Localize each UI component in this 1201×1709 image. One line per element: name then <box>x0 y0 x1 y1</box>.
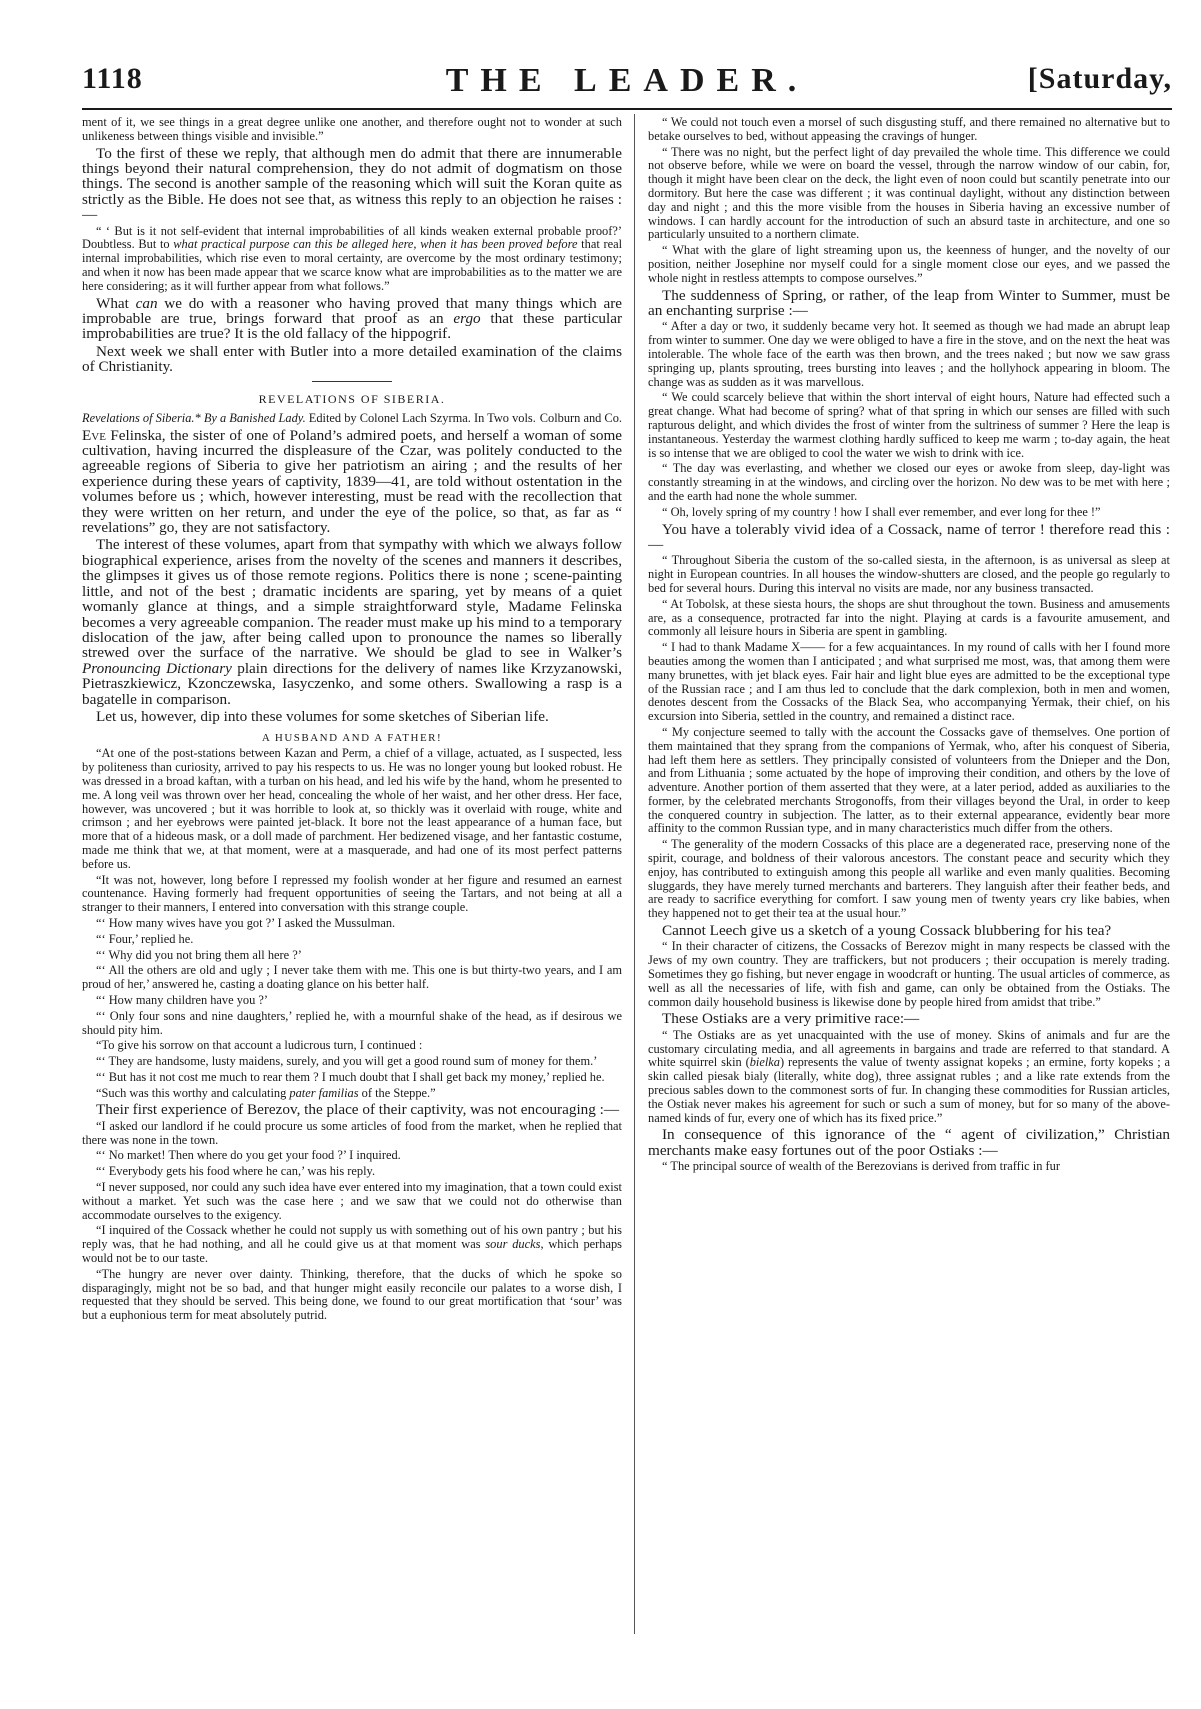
quotation: “‘ They are handsome, lusty maidens, surely, and you will get a good round sum of money for them.’ <box>96 1054 598 1069</box>
text-run: ) represents the value of twenty assignat kopeks ; an ermine, forty kopeks ; a skin called piesak bialy (literally, white dog), three assignat rubles ; and a like rate extends from the precious sables down to the commonest sorts of fur. In changing these commodities for Russian articles, the Ostiak never makes his agreement for such or such a sum of money, but for so many of the above-named kinds of fur, every one of which has its fixed price.” <box>648 1055 1170 1125</box>
quotation <box>82 1224 622 1265</box>
quotation <box>648 1029 1170 1126</box>
text-run: plain directions for the delivery of names like Krzyzanowski, Pietraszkiewicz, Kzonczewska, Iasyczenko, and some others. Swallowing a rasp is a bagatelle in comparison. <box>82 659 622 708</box>
quotation: “‘ Everybody gets his food where he can,’ was his reply. <box>96 1164 376 1179</box>
quotation: “ The day was everlasting, and whether we closed our eyes or awoke from sleep, day-light was constantly streaming in at the windows, and circling over the horizon. No dew was to be met with here ; and the earth had none the whole summer. <box>648 461 1170 503</box>
italic-run: ergo <box>453 310 481 328</box>
book-editor: Edited by Colonel Lach Szyrma. In Two vols. <box>305 410 536 425</box>
quotation <box>82 225 622 294</box>
text-run: that real internal improbabilities, which rise even to moral certainty, are overcome by the most ordinary testimony; and when it now has been made appear that we scarce know what are improbabilities as to the matter we are here considering; as it will further appear from what follows.” <box>82 237 622 293</box>
quotation: “ At Tobolsk, at these siesta hours, the shops are shut throughout the town. Business and amusements are, as a consequence, protracted far into the night. Playing at cards is a favourite amusement, and commonly all leisure hours in Siberia are spent in gambling. <box>648 596 1170 639</box>
quotation: “ What with the glare of light streaming upon us, the keenness of hunger, and the novelty of our position, neither Josephine nor myself could for a single moment close our eyes, and we passed the whole night in restless attempts to compose ourselves.” <box>648 243 1170 285</box>
book-reference <box>82 411 622 425</box>
text-run: , which perhaps would not be to our taste. <box>82 1237 622 1266</box>
issue-day: [Saturday, <box>1027 62 1172 95</box>
quotation: “‘ How many children have you ?’ <box>96 992 269 1007</box>
column-divider <box>634 114 635 1634</box>
quotation: “The hungry are never over dainty. Thinking, therefore, that the ducks of which he spoke so disparagingly, might not be so bad, and that hunger might easily reconcile our palates to a worse dish, I requested that they should be served. This being done, we found to our great mortification that ‘sour’ was but a euphonious term for meat absolutely putrid. <box>82 1266 622 1323</box>
text-run: Felinska, the sister of one of Poland’s admired poets, and herself a woman of some cultivation, having incurred the displeasure of the Czar, was politely conducted to the agreeable regions of Siberia to give her patriotism an airing ; and the results of her experience during these years of captivity, 1839—41, are told without ostentation in the volumes before us ; which, however interesting, must be read with the recollection that they were written on her return, and under the eye of the police, so that, as far as “ revelations” go, they are not satisfactory. <box>82 426 622 537</box>
quotation: “ I had to thank Madame X—— for a few acquaintances. In my round of calls with her I found more beauties among the women than I anticipated ; and what surprised me most, was, that among them were many brunettes, with jet black eyes. Fair hair and light blue eyes are admitted to be the exceptional type of the Russian race ; and I am thus led to conclude that the dark complexion, both in men and women, denotes descent from the Cossacks of the Black Sea, who accompanying Yermak, their chief, on his excursion into Siberia, settled in the country, and remained a distinct race. <box>648 640 1170 724</box>
italic-run: Pronouncing Dictionary <box>82 659 232 677</box>
paragraph: ment of it, we see things in a great degree unlike one another, and therefore ought not to wonder at such unlikeness between things visible and invisible.” <box>82 116 622 143</box>
text-run: The interest of these volumes, apart from that sympathy with which we always follow biographical experience, arises from the novelty of the scenes and manners it describes, the glimpses it gives us of those remote regions. Politics there is none ; scene-painting little, and not of the best ; dramatic incidents are sparing, yet by means of a quiet womanly glance at things, and a simple straightforward style, Madame Felinska becomes a very agreeable companion. The reader must make up his mind to a temporary dislocation of the jaw, after being called upon to pronounce the names so liberally strewed over the surface of the narrative. We should be glad to see in Walker’s <box>82 536 622 662</box>
section-rule <box>312 381 392 382</box>
quotation: “ The principal source of wealth of the Berezovians is derived from traffic in fur <box>662 1159 1060 1174</box>
book-publisher: Colburn and Co. <box>539 410 622 425</box>
paragraph <box>82 537 622 706</box>
newspaper-title: THE LEADER. <box>445 62 809 99</box>
subheading: A HUSBAND AND A FATHER! <box>261 732 443 745</box>
quotation: “‘ How many wives have you got ?’ I asked the Mussulman. <box>96 915 396 930</box>
paragraph: Next week we shall enter with Butler into a more detailed examination of the claims of Christianity. <box>82 342 622 376</box>
quotation <box>82 1087 622 1101</box>
quotation: “‘ But has it not cost me much to rear them ? I much doubt that I shall get back my money,’ replied he. <box>96 1069 605 1084</box>
quotation: “It was not, however, long before I repressed my foolish wonder at her figure and resumed an earnest countenance. Having formerly had frequent opportunities of seeing the Tartars, and not being at all a stranger to their manners, I entered into conversation with this strange couple. <box>82 872 622 915</box>
quotation: “To give his sorrow on that account a ludicrous turn, I continued : <box>96 1038 423 1053</box>
italic-run: can <box>135 294 158 312</box>
paragraph: To the first of these we reply, that although men do admit that there are innumerable things beyond their natural comprehension, they do not admit of dogmatism on those things. The second is another sample of the reasoning which will suit the Koran quite as strictly as the Bible. He does not see that, as witness this reply to an objection he raises :— <box>82 144 622 224</box>
section-title: REVELATIONS OF SIBERIA. <box>258 391 446 406</box>
paragraph: These Ostiaks are a very primitive race:— <box>662 1010 920 1028</box>
quotation: “ There was no night, but the perfect light of day prevailed the whole time. This difference we could not observe before, while we were on board the vessel, through the narrow window of our cabin, for, though it might have been clear on the deck, the light even of noon could but scantily penetrate into our dormitory. But here the case was different ; it was continual daylight, without any distinction between day and night ; and this the more visible from the houses in Siberia having an excessive number of windows. I can hardly account for the introduction of such an absurd taste in architecture, and one so particularly unsuited to a northern climate. <box>648 144 1170 242</box>
italic-run: bielka <box>749 1055 780 1070</box>
text-run: “ The Ostiaks are as yet unacquainted with the use of money. Skins of animals and fur are the customary circulating media, and all agreements in bargains and trade are referred to that standard. A white squirrel skin ( <box>648 1027 1170 1070</box>
quotation: “ My conjecture seemed to tally with the account the Cossacks gave of themselves. One portion of them maintained that they sprang from the companions of Yermak, who, after his conquest of Siberia, had left them here as settlers. They principally consisted of volunteers from the Dnieper and the Don, and from Lithuania ; some actuated by the hope of improving their condition, and others by the love of adventure. Another portion of them asserted that they were, at a later period, added as auxiliaries to the former, by the celebrated merchants Strogonoffs, from their villages beyond the Ural, in order to keep the conquered country in subjection. The latter, as to their external appearance, evidently bear more affinity to the common Russian type, and in many characteristics much differ from the others. <box>648 724 1170 836</box>
quotation: “At one of the post-stations between Kazan and Perm, a chief of a village, actuated, as I suspected, less by politeness than curiosity, arrived to pay his respects to us. He was no longer young but looked robust. He was dressed in a broad kaftan, with a turban on his head, and led his wife by the hand, whom he presented to me. A long veil was thrown over her head, concealing the whole of her waist, and her other dress. Her face, however, was uncovered ; but it was horrible to look at, so thickly was it overlaid with rouge, white and crimson ; and her eyebrows were painted jet-black. It bore not the least appearance of a human face, but more that of a hideous mask, or a doll made of parchment. Her bedizened visage, and her fantastic costume, made me think that we, at that moment, were at a masquerade, and had one of its most perfect patterns before us. <box>82 746 622 871</box>
header-rule <box>82 108 1172 110</box>
paragraph: Their first experience of Berezov, the place of their captivity, was not encouraging :— <box>96 1101 620 1119</box>
paragraph: Cannot Leech give us a sketch of a young Cossack blubbering for his tea? <box>662 922 1112 940</box>
quotation: “ In their character of citizens, the Cossacks of Berezov might in many respects be classed with the Jews of my own country. They are traffickers, but not producers ; their occupation is merely trading. Sometimes they go fishing, but never engage in woodcraft or hunting. The usual articles of commerce, as well as all the necessaries of life, with fish and game, can only be obtained from the Ostiaks. The common daily household business is likewise done by people hired from amidst that tribe.” <box>648 939 1170 1009</box>
paragraph <box>82 296 622 342</box>
text-run: we do with a reasoner who having proved that many things which are improbable are true, brings forward that proof as an <box>82 294 622 328</box>
masthead <box>82 62 1172 102</box>
quotation: “ After a day or two, it suddenly became very hot. It seemed as though we had made an abrupt leap from winter to summer. One day we were obliged to have a fire in the stove, and on the next the heat was intolerable. The whole face of the earth was then brown, and the trees naked ; but now we saw grass springing up, plants sprouting, trees bursting into leaves ; and the hollyhock appearing in bloom. The change was as sudden as it was marvellous. <box>648 319 1170 389</box>
quotation: “I asked our landlord if he could procure us some articles of food from the market, when he replied that there was none in the town. <box>82 1118 622 1147</box>
book-title: Revelations of Siberia.* By a Banished Lady. <box>82 410 306 425</box>
paragraph: The suddenness of Spring, or rather, of the leap from Winter to Summer, must be an enchanting surprise :— <box>648 286 1170 319</box>
quotation: “ Throughout Siberia the custom of the so-called siesta, in the afternoon, is as universal as sleep at night in European countries. In all houses the window-shutters are closed, and the people go regularly to bed for several hours. During this interval no visits are made, nor any business transacted. <box>648 553 1170 595</box>
quotation: “ We could not touch even a morsel of such disgusting stuff, and there remained no alternative but to betake ourselves to bed, without appeasing the cravings of hunger. <box>648 116 1170 143</box>
text-run: that these particular improbabilities are true? It is the old fallacy of the hippogrif. <box>82 310 622 343</box>
quotation: “ We could scarcely believe that within the short interval of eight hours, Nature had effected such a great change. What had become of spring? what of that spring in which our senses are filled with such rapturous delight, and which divides the frost of winter from the sultriness of summer ? Here the leap is instantaneous. Yesterday the warmest clothing hardly sufficed to keep me warm ; to-day again, the heat is so intense that we are obliged to cool the water we wish to drink with ice. <box>648 390 1170 460</box>
left-column <box>82 116 622 1636</box>
paragraph: In consequence of this ignorance of the “ agent of civilization,” Christian merchants make easy fortunes out of the poor Ostiaks :— <box>648 1126 1170 1159</box>
text-run: What <box>96 294 136 312</box>
italic-run: what practical purpose can this be alleged here, when it has been proved before <box>173 237 578 252</box>
paragraph <box>82 428 622 536</box>
quotation: “I never supposed, nor could any such idea have ever entered into my imagination, that a town could exist without a market. Yet such was the case here ; and we saw that we could not do otherwise than accommodate ourselves to the exigency. <box>82 1180 622 1222</box>
paragraph: You have a tolerably vivid idea of a Cossack, name of terror ! therefore read this :— <box>648 520 1170 553</box>
quotation: “‘ Why did you not bring them all here ?’ <box>96 947 302 962</box>
quotation: “ The generality of the modern Cossacks of this place are a degenerated race, preserving none of the spirit, courage, and boldness of their valorous ancestors. The constant peace and security which they enjoy, has contributed to extinguish among this people all warlike and even manly qualities. Becoming sluggards, they have merely turned merchants and barterers. They languish after their feather beds, and are ready to sacrifice everything for comfort. I saw young men of twenty years cry like babies, when they happened not to get their tea at the usual hour.” <box>648 837 1170 921</box>
paragraph: Let us, however, dip into these volumes for some sketches of Siberian life. <box>96 707 549 725</box>
page-number: 1118 <box>82 62 143 95</box>
text-run: “Such was this worthy and calculating <box>96 1085 290 1100</box>
right-column <box>648 116 1170 1636</box>
quotation: “‘ No market! Then where do you get your food ?’ I inquired. <box>96 1148 401 1163</box>
quotation: “‘ All the others are old and ugly ; I never take them with me. This one is but thirty-two years, and I am proud of her,’ answered he, casting a doating glance on his better half. <box>82 963 622 992</box>
quotation: “‘ Only four sons and nine daughters,’ replied he, with a mournful shake of the head, as if desirous we should pity him. <box>82 1008 622 1037</box>
italic-run: pater familias <box>289 1085 359 1100</box>
text-run: “I inquired of the Cossack whether he could not supply us with something out of his own pantry ; but his reply was, that he had nothing, and all he could give us at that moment was <box>82 1223 622 1252</box>
quotation: “‘ Four,’ replied he. <box>96 931 194 946</box>
text-run: “ ‘ But is it not self-evident that internal improbabilities of all kinds weaken external probable proof?’ Doubtless. But to <box>82 223 622 252</box>
quotation: “ Oh, lovely spring of my country ! how I shall ever remember, and ever long for thee !” <box>662 504 1101 519</box>
lead-name: Eve <box>82 426 106 444</box>
text-run: of the Steppe.” <box>358 1085 436 1100</box>
italic-run: sour ducks <box>485 1237 541 1252</box>
